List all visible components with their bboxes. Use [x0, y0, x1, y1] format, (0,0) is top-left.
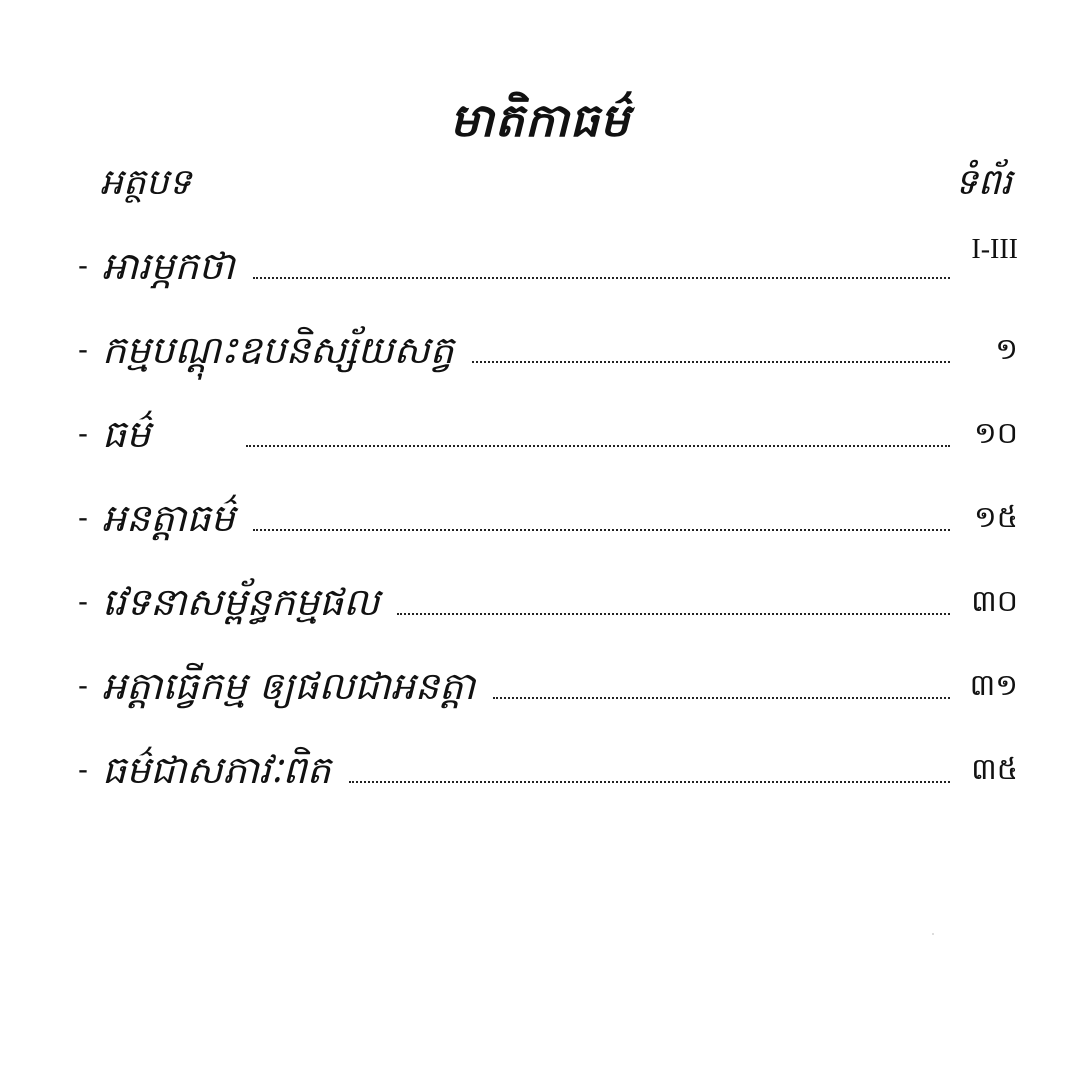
entry-dash: - — [78, 753, 88, 786]
toc-entry — [78, 235, 1018, 297]
topic-column-header: អត្ថបទ — [100, 162, 192, 203]
entry-title: កម្មបណ្ដុះឧបនិស្ស័យសត្វ — [102, 328, 454, 372]
entry-dash: - — [78, 501, 88, 534]
entry-title: អារម្ភកថា — [102, 244, 235, 288]
entry-title: ធម៌ជាសភាវៈពិត — [102, 748, 331, 792]
entry-page-number: ៣០ — [971, 584, 1018, 619]
entry-page-number: ១០ — [974, 416, 1018, 451]
toc-entry — [78, 403, 1018, 465]
entry-page-number: ១ — [995, 332, 1018, 367]
entry-dash: - — [78, 417, 88, 450]
dot-leader — [397, 613, 950, 615]
entry-dash: - — [78, 333, 88, 366]
dot-leader — [349, 781, 950, 783]
entry-title: អត្តាធ្វើកម្ម ឲ្យផលជាអនត្តា — [102, 664, 476, 708]
entry-dash: - — [78, 249, 88, 282]
toc-entry — [78, 655, 1018, 717]
dot-leader — [246, 445, 950, 447]
page-title: មាតិកាធម៌ — [449, 92, 631, 147]
toc-entry — [78, 571, 1018, 633]
scan-speck — [932, 933, 934, 935]
toc-column-headers — [0, 162, 1080, 225]
dot-leader — [493, 697, 950, 699]
entry-dash: - — [78, 669, 88, 702]
toc-entry — [78, 739, 1018, 801]
entry-title: ធម៌ — [102, 412, 151, 456]
toc-entry — [78, 319, 1018, 381]
dot-leader — [472, 361, 950, 363]
entry-dash: - — [78, 585, 88, 618]
entry-page-number: ១៥ — [974, 500, 1018, 535]
dot-leader — [253, 277, 950, 279]
entry-page-number: ៣៥ — [971, 752, 1018, 787]
entry-page-number: ៣១ — [969, 668, 1018, 703]
entry-title: អនត្តាធម៌ — [102, 496, 235, 540]
entry-title: វេទនាសម្ព័ន្ធកម្មផល — [102, 580, 380, 624]
dot-leader — [253, 529, 950, 531]
page-column-header: ទំព័រ — [954, 162, 1012, 203]
entry-page-number: I-III — [971, 234, 1018, 265]
toc-entry — [78, 487, 1018, 549]
